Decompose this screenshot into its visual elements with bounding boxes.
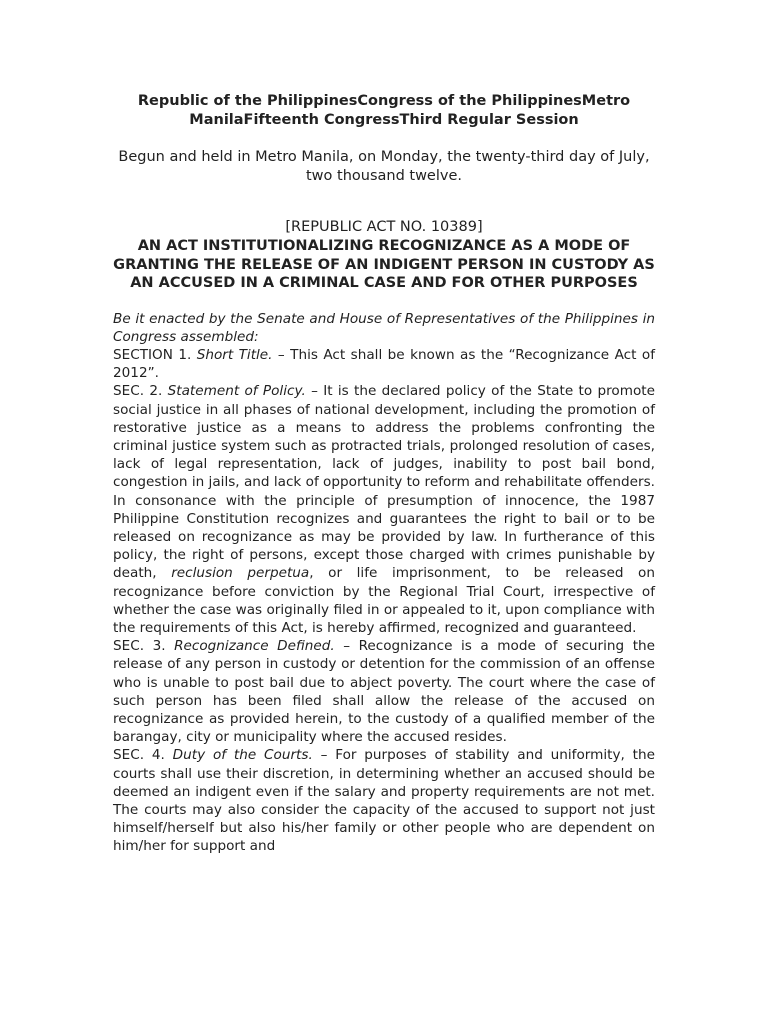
section-2-body-part2: , or life imprisonment, to be released on recognizance before conviction by the Regional Trial Court, irrespective of whether the case was originally filed in or appealed to it, upon compliance with the requirements of this Act, is hereby affirmed, recognized and guaranteed. <box>113 565 655 636</box>
section-1 <box>113 346 655 382</box>
section-1-label: SECTION 1. <box>113 346 197 363</box>
act-number: [REPUBLIC ACT NO. 10389] <box>285 219 483 235</box>
section-3 <box>113 637 655 746</box>
section-2 <box>113 382 655 637</box>
document-page <box>113 88 655 856</box>
section-1-heading: Short Title. <box>196 346 273 363</box>
section-4-body: – For purposes of stability and uniformity, the courts shall use their discretion, in determining whether an accused should be deemed an indigent even if the salary and property requirements are not met. The courts may also consider the capacity of the accused to support not just himself/herself but also his/her family or other people who are dependent on him/her for support and <box>113 747 655 855</box>
document-header-subtitle: Begun and held in Metro Manila, on Monday, the twenty-third day of July, two thousand twelve. <box>118 149 650 184</box>
section-3-heading: Recognizance Defined. <box>174 638 335 655</box>
section-4-heading: Duty of the Courts. <box>172 747 313 764</box>
section-2-body-emphasis: reclusion perpetua <box>171 565 310 582</box>
enacting-clause: Be it enacted by the Senate and House of Representatives of the Philippines in Congress assembled: <box>113 310 655 345</box>
section-1-body: – This Act shall be known as the “Recognizance Act of 2012”. <box>113 346 655 382</box>
document-header-title: Republic of the PhilippinesCongress of the PhilippinesMetro ManilaFifteenth CongressThird Regular Session <box>137 93 631 128</box>
section-4 <box>113 746 655 855</box>
section-2-label: SEC. 2. <box>113 383 168 400</box>
section-4-label: SEC. 4. <box>113 747 173 764</box>
document-body <box>113 310 655 856</box>
act-title: AN ACT INSTITUTIONALIZING RECOGNIZANCE AS A MODE OF GRANTING THE RELEASE OF AN INDIGENT PERSON IN CUSTODY AS AN ACCUSED IN A CRIMINAL CASE AND FOR OTHER PURPOSES <box>113 238 655 291</box>
section-2-heading: Statement of Policy. <box>167 383 306 400</box>
section-3-body: – Recognizance is a mode of securing the release of any person in custody or detention for the commission of an offense who is unable to post bail due to abject poverty. The court where the case of such person has been filed shall allow the release of the accused on recognizance as provided herein, to the custody of a qualified member of the barangay, city or municipality where the accused resides. <box>113 638 655 746</box>
section-3-label: SEC. 3. <box>113 638 175 655</box>
section-2-body-part1: – It is the declared policy of the State to promote social justice in all phases of national development, including the promotion of restorative justice as a means to address the problems confronting the criminal justice system such as protracted trials, prolonged resolution of cases, lack of legal representation, lack of judges, inability to post bail bond, congestion in jails, and lack of opportunity to reform and rehabilitate offenders. In consonance with the principle of presumption of innocence, the 1987 Philippine Constitution recognizes and guarantees the right to bail or to be released on recognizance as may be provided by law. In furtherance of this policy, the right of persons, except those charged with crimes punishable by death, <box>113 383 655 582</box>
